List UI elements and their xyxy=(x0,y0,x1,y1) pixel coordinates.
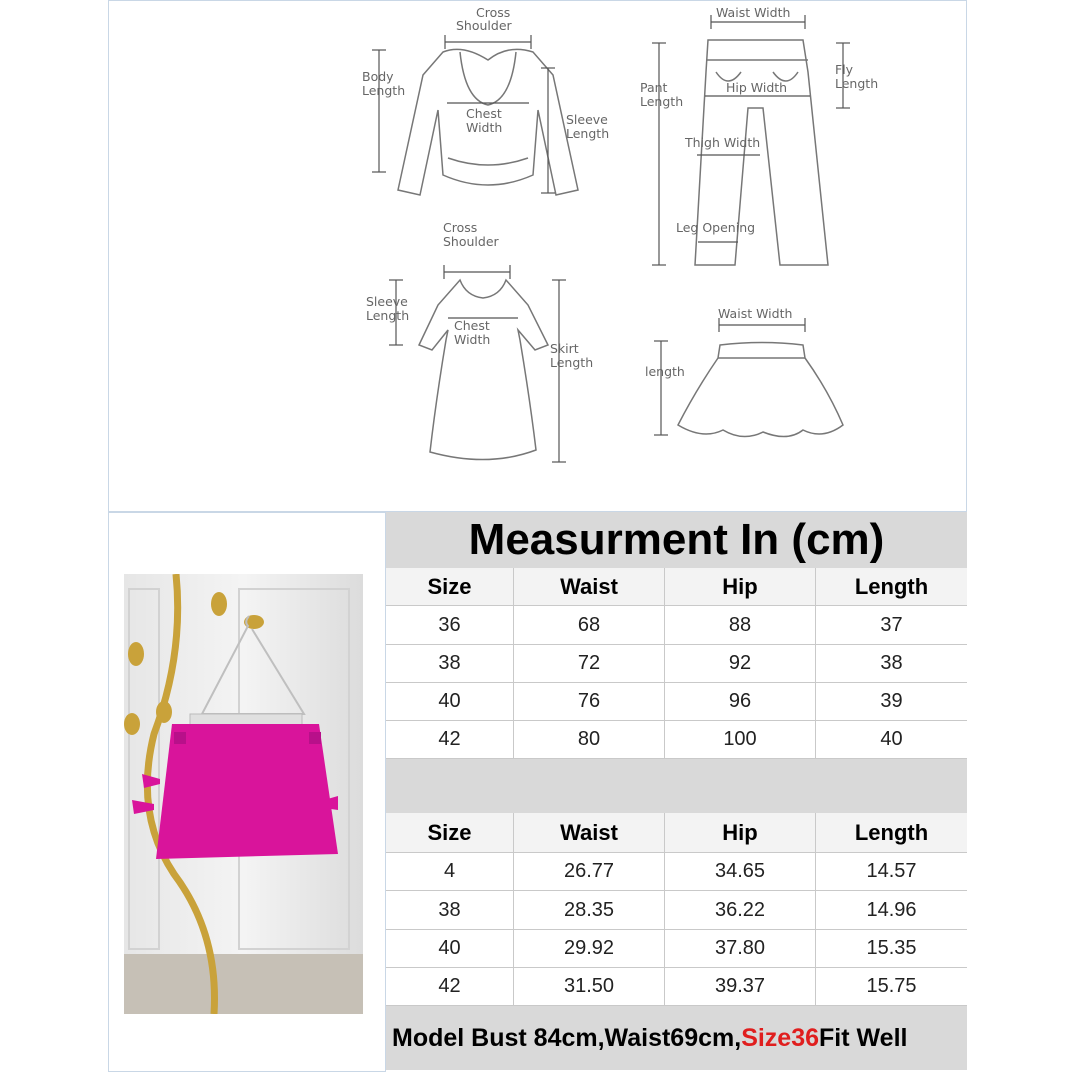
cell-waist: 68 xyxy=(514,606,665,645)
header-hip: Hip xyxy=(665,568,816,606)
table-title: Measurment In (cm) xyxy=(468,515,885,564)
cell-hip: 92 xyxy=(665,645,816,683)
cell-size: 40 xyxy=(386,683,514,721)
cell-hip: 100 xyxy=(665,721,816,759)
skirt-length-dim xyxy=(654,341,668,435)
cm-header-row xyxy=(386,568,967,606)
top-cross-label-2: Shoulder xyxy=(456,18,512,33)
top-body-label-1: Body xyxy=(362,69,394,84)
cell-hip: 37.80 xyxy=(665,930,816,968)
cell-length: 38 xyxy=(816,645,967,683)
skirt-garment-drawing xyxy=(678,343,843,437)
top-sleeve-label-1: Sleeve xyxy=(566,112,608,127)
cell-length: 14.57 xyxy=(816,853,967,891)
table-row xyxy=(386,930,967,968)
dress-cross-dimension xyxy=(444,265,510,279)
header-hip: Hip xyxy=(665,813,816,853)
pants-length-label-1: Pant xyxy=(640,80,668,95)
dress-cross-label-1: Cross xyxy=(443,220,478,235)
table-row xyxy=(386,891,967,930)
cell-hip: 88 xyxy=(665,606,816,645)
cell-length: 37 xyxy=(816,606,967,645)
top-cross-label-1: Cross xyxy=(476,5,511,20)
table-row xyxy=(386,721,967,759)
table-row xyxy=(386,645,967,683)
cell-waist: 28.35 xyxy=(514,891,665,930)
pants-fly-label-1: Fly xyxy=(835,62,854,77)
cell-size: 4 xyxy=(386,853,514,891)
model-fit-note xyxy=(386,1006,967,1070)
cell-length: 15.35 xyxy=(816,930,967,968)
cell-waist: 80 xyxy=(514,721,665,759)
product-photo xyxy=(124,574,363,1014)
cell-hip: 36.22 xyxy=(665,891,816,930)
cell-waist: 76 xyxy=(514,683,665,721)
top-body-label-2: Length xyxy=(362,83,406,98)
header-waist: Waist xyxy=(514,568,665,606)
pants-length-label-2: Length xyxy=(640,94,684,109)
cell-length: 14.96 xyxy=(816,891,967,930)
cell-waist: 31.50 xyxy=(514,968,665,1006)
dress-sleeve-label-1: Sleeve xyxy=(366,294,408,309)
cross-shoulder-dimension xyxy=(445,35,531,49)
dress-skirt-label-2: Length xyxy=(550,355,594,370)
note-size-highlight: Size36 xyxy=(741,1023,820,1052)
cell-size: 38 xyxy=(386,891,514,930)
cell-waist: 26.77 xyxy=(514,853,665,891)
cell-waist: 72 xyxy=(514,645,665,683)
pants-hip-label: Hip Width xyxy=(726,80,788,95)
pant-length-dimension xyxy=(652,43,666,265)
cell-hip: 96 xyxy=(665,683,816,721)
note-text: Model Bust 84cm,Waist69cm, xyxy=(392,1023,742,1052)
top-sleeve-label-2: Length xyxy=(566,126,610,141)
cell-waist: 29.92 xyxy=(514,930,665,968)
cell-length: 39 xyxy=(816,683,967,721)
header-waist: Waist xyxy=(514,813,665,853)
cell-hip: 34.65 xyxy=(665,853,816,891)
pants-fly-label-2: Length xyxy=(835,76,879,91)
pants-thigh-label: Thigh Width xyxy=(685,135,761,150)
dress-skirt-label-1: Skirt xyxy=(550,341,579,356)
cell-size: 42 xyxy=(386,968,514,1006)
header-size: Size xyxy=(386,813,514,853)
cell-size: 40 xyxy=(386,930,514,968)
dress-sleeve-label-2: Length xyxy=(366,308,410,323)
skirt-length-label: length xyxy=(645,364,685,379)
table-row xyxy=(386,968,967,1006)
cell-length: 15.75 xyxy=(816,968,967,1006)
header-length: Length xyxy=(816,568,967,606)
dress-chest-label-1: Chest xyxy=(454,318,490,333)
top-chest-label-1: Chest xyxy=(466,106,502,121)
pants-waist-label: Waist Width xyxy=(716,5,791,20)
dress-chest-label-2: Width xyxy=(454,332,491,347)
pants-leg-label: Leg Opening xyxy=(676,220,756,235)
skirt-waist-label: Waist Width xyxy=(718,306,793,321)
size-table xyxy=(386,512,967,1072)
header-size: Size xyxy=(386,568,514,606)
dress-garment-drawing xyxy=(419,280,548,460)
top-chest-label-2: Width xyxy=(466,120,503,135)
table-separator xyxy=(386,759,967,813)
skirt-length-dimension xyxy=(552,280,566,462)
cell-size: 38 xyxy=(386,645,514,683)
cell-length: 40 xyxy=(816,721,967,759)
measurement-diagram xyxy=(108,0,967,512)
note-text-end: Fit Well xyxy=(819,1023,908,1052)
table-title-row xyxy=(386,512,967,568)
table-row xyxy=(386,683,967,721)
header-length: Length xyxy=(816,813,967,853)
cell-size: 42 xyxy=(386,721,514,759)
cell-size: 36 xyxy=(386,606,514,645)
table-row xyxy=(386,606,967,645)
dress-cross-label-2: Shoulder xyxy=(443,234,499,249)
inch-header-row xyxy=(386,813,967,853)
table-row xyxy=(386,853,967,891)
cell-hip: 39.37 xyxy=(665,968,816,1006)
